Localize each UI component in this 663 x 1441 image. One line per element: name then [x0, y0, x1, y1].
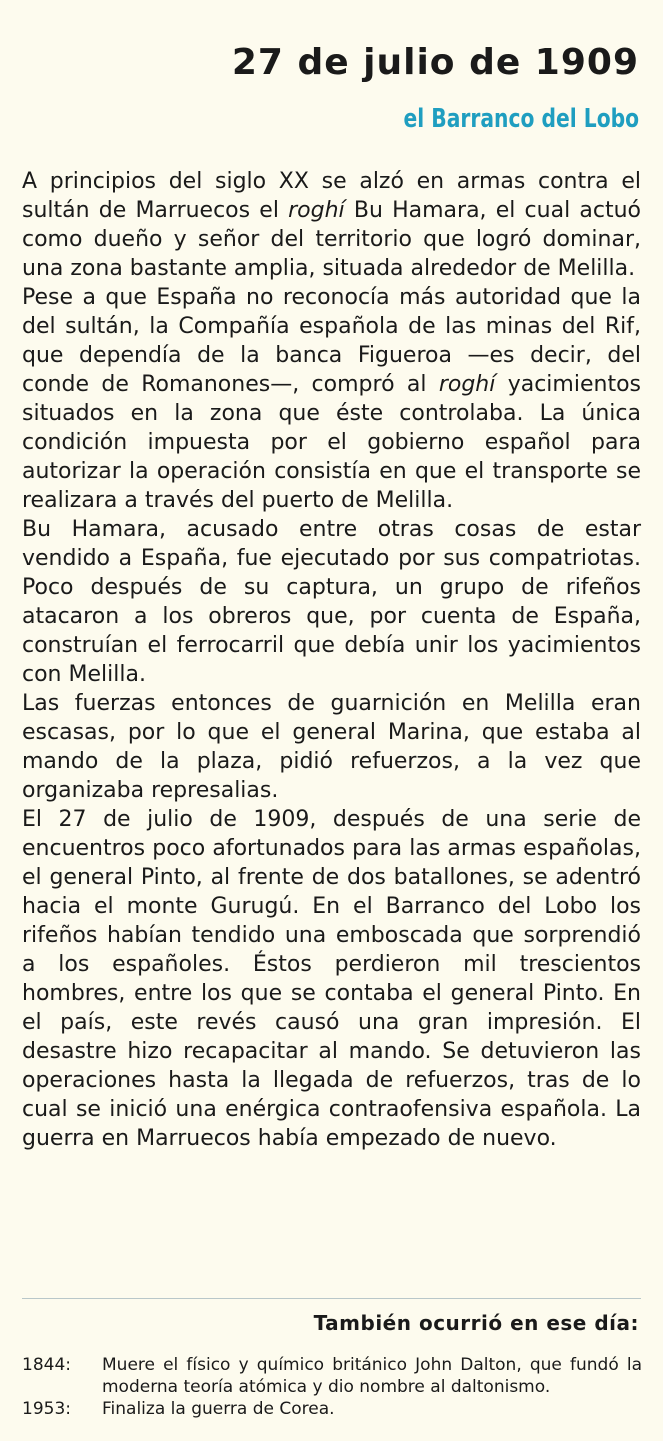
event-text: Finaliza la guerra de Corea.: [102, 1399, 335, 1419]
paragraph-5: El 27 de julio de 1909, después de una serie de encuentros poco afortunados para las armas españolas, el general Pinto, al frente de dos batallones, se adentró hacia el monte Gurugú. En el Barranco del Lobo los rifeños habían tendido una emboscada que sorprendió a los españoles. Éstos perdieron mil trescientos hombres, entre los que se contaba el general Pinto. En el país, este revés causó una gran impresión. El desastre hizo recapacitar al mando. Se detuvieron las operaciones hasta la llegada de refuerzos, tras de lo cual se inició una enérgica contraofensiva española. La guerra en Marruecos había empezado de nuevo.: [22, 807, 641, 1151]
event-item: [22, 1398, 642, 1420]
paragraph-1-italic: roghí: [288, 198, 345, 223]
paragraph-2-italic: roghí: [438, 372, 496, 397]
event-item: [22, 1354, 642, 1398]
paragraph-2: [22, 283, 641, 515]
event-text: Muere el físico y químico británico John Dalton, que fundó la moderna teoría atómica y dio nombre al daltonismo.: [102, 1355, 642, 1397]
paragraph-2-c: yacimientos situados en la zona que éste controlaba. La única condición impuesta por el gobierno español para autorizar la operación consistía en que el transporte se realizara a través del puerto de Melilla.: [22, 372, 641, 513]
event-year: 1953:: [22, 1399, 71, 1419]
paragraph-1: [22, 167, 641, 283]
section-divider: [22, 1298, 641, 1299]
article-body: [22, 167, 641, 1153]
events-list: [22, 1354, 642, 1420]
event-year: 1844:: [22, 1355, 71, 1375]
also-section-title: También ocurrió en ese día:: [313, 1311, 639, 1335]
paragraph-1-a: A principios del siglo XX se alzó en armas contra el sultán de Marruecos el: [22, 169, 641, 223]
page-subtitle: el Barranco del Lobo: [403, 104, 639, 134]
paragraph-1-c: Bu Hamara, el cual actuó como dueño y señor del territorio que logró dominar, una zona bastante amplia, situada alrededor de Melilla.: [22, 198, 641, 281]
paragraph-4: Las fuerzas entonces de guarnición en Melilla eran escasas, por lo que el general Marina, que estaba al mando de la plaza, pidió refuerzos, a la vez que organizaba represalias.: [22, 691, 641, 803]
paragraph-3: Bu Hamara, acusado entre otras cosas de estar vendido a España, fue ejecutado por sus compatriotas. Poco después de su captura, un grupo de rifeños atacaron a los obreros que, por cuenta de España, construían el ferrocarril que debía unir los yacimientos con Melilla.: [22, 517, 641, 687]
paragraph-2-a: Pese a que España no reconocía más autoridad que la del sultán, la Compañía española de las minas del Rif, que dependía de la banca Figueroa —es decir, del conde de Romanones—, compró al: [22, 285, 641, 397]
page-title: 27 de julio de 1909: [231, 42, 639, 83]
